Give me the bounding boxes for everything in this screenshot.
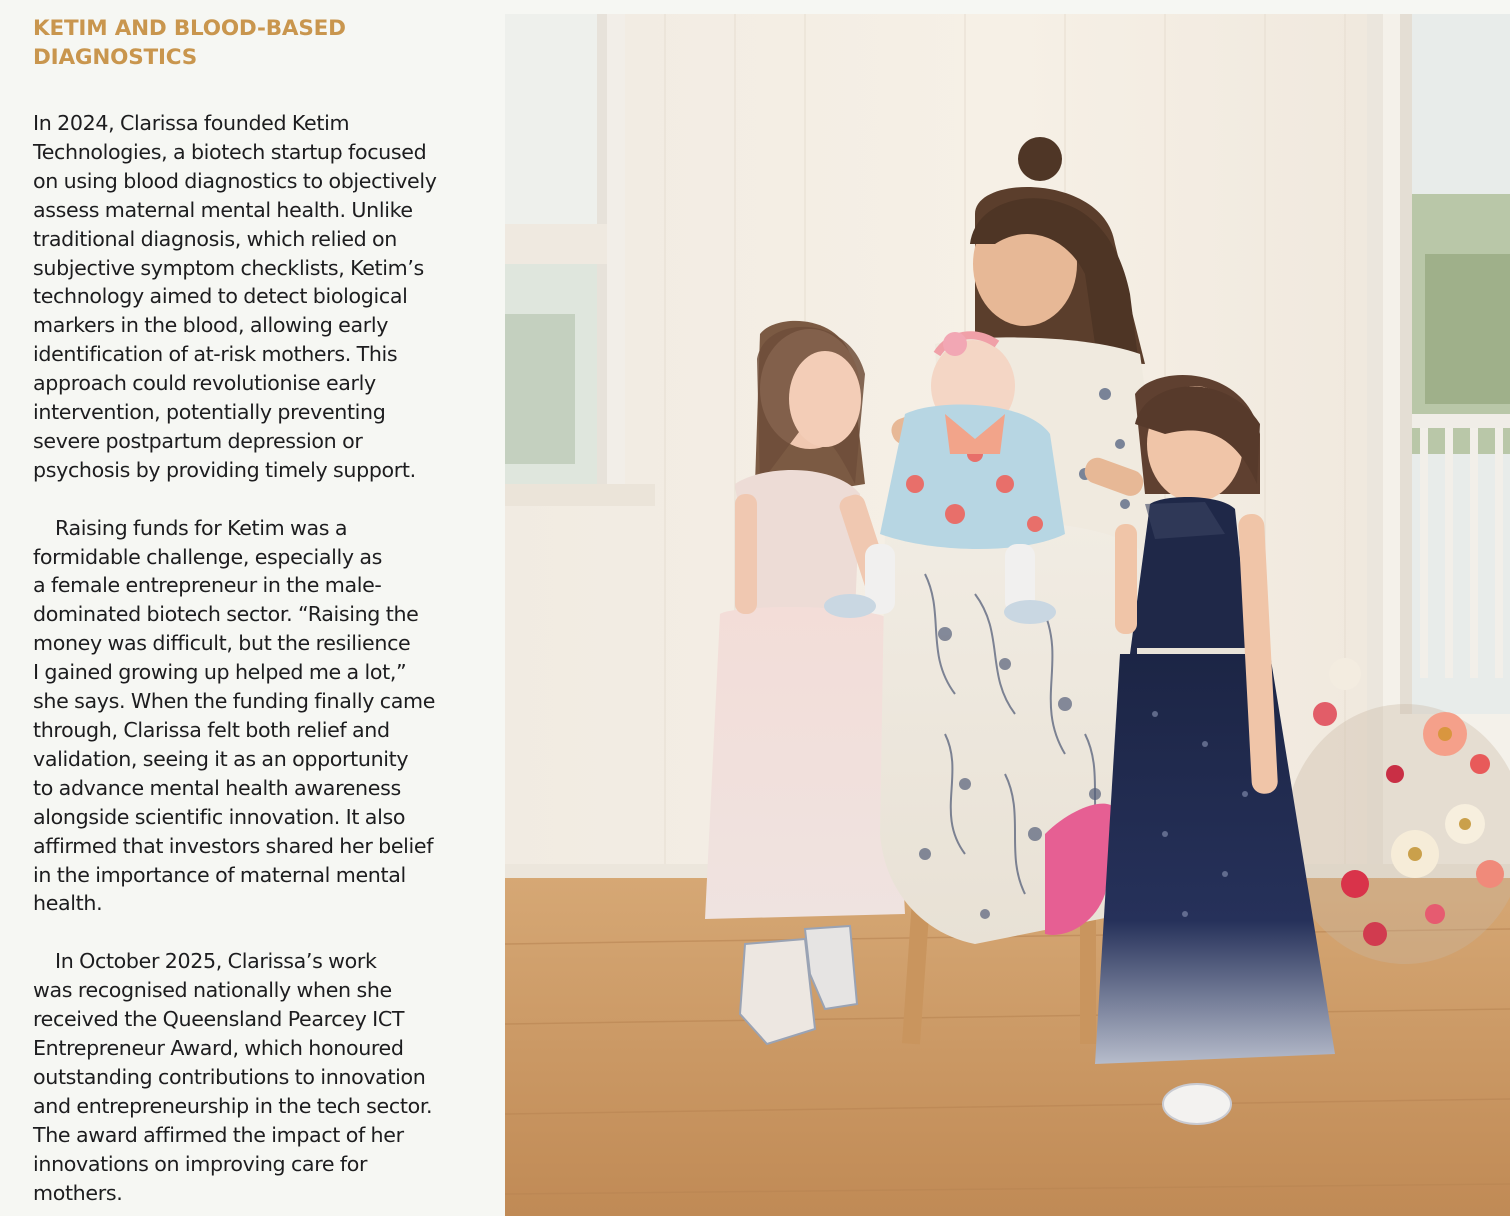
heading-line: DIAGNOSTICS [33,45,198,70]
paragraph-line: severe postpartum depression or [33,428,363,453]
heading-line: KETIM AND BLOOD-BASED [33,16,346,41]
paragraph-line: received the Queensland Pearcey ICT [33,1007,405,1032]
paragraph-line: In 2024, Clarissa founded Ketim [33,111,350,135]
body-paragraph-2 [33,514,483,919]
paragraph-line: subjective symptom checklists, Ketim’s [33,255,424,280]
paragraph-line: In October 2025, Clarissa’s work [55,949,377,974]
family-photo-illustration [505,14,1510,1216]
paragraph-line: The award affirmed the impact of her [33,1122,404,1147]
paragraph-line: innovations on improving care for [33,1151,368,1176]
paragraph-line: Entrepreneur Award, which honoured [33,1035,404,1060]
paragraph-line: dominated biotech sector. “Raising the [33,602,419,627]
paragraph-line: alongside scientific innovation. It also [33,804,406,829]
paragraph-line: approach could revolutionise early [33,371,376,396]
section-heading [33,14,483,72]
paragraph-line: validation, seeing it as an opportunity [33,746,409,771]
paragraph-line: I gained growing up helped me a lot,” [33,660,407,685]
paragraph-line: Technologies, a biotech startup focused [33,139,427,164]
paragraph-line: and entrepreneurship in the tech sector. [33,1093,433,1118]
body-paragraph-1 [33,109,483,485]
paragraph-line: on using blood diagnostics to objectively [33,168,437,193]
family-photo [505,14,1510,1216]
paragraph-line: she says. When the funding finally came [33,689,436,714]
paragraph-line: Raising funds for Ketim was a [55,515,348,540]
paragraph-line: assess maternal mental health. Unlike [33,197,413,222]
paragraph-line: through, Clarissa felt both relief and [33,718,390,743]
paragraph-line: money was difficult, but the resilience [33,631,411,656]
paragraph-line: to advance mental health awareness [33,775,401,800]
paragraph-line: psychosis by providing timely support. [33,457,416,482]
paragraph-line: identification of at-risk mothers. This [33,342,398,367]
paragraph-line: intervention, potentially preventing [33,400,386,425]
paragraph-line: was recognised nationally when she [33,978,392,1003]
paragraph-line: in the importance of maternal mental [33,862,406,887]
paragraph-line: markers in the blood, allowing early [33,313,389,338]
paragraph-line: affirmed that investors shared her belief [33,833,434,858]
body-paragraph-3 [33,947,483,1207]
paragraph-line: a female entrepreneur in the male- [33,573,382,598]
article-text-column [33,14,483,1207]
paragraph-line: mothers. [33,1180,123,1205]
paragraph-line: traditional diagnosis, which relied on [33,226,398,251]
paragraph-line: health. [33,891,103,916]
paragraph-line: outstanding contributions to innovation [33,1064,426,1089]
paragraph-line: formidable challenge, especially as [33,544,383,569]
paragraph-line: technology aimed to detect biological [33,284,408,309]
